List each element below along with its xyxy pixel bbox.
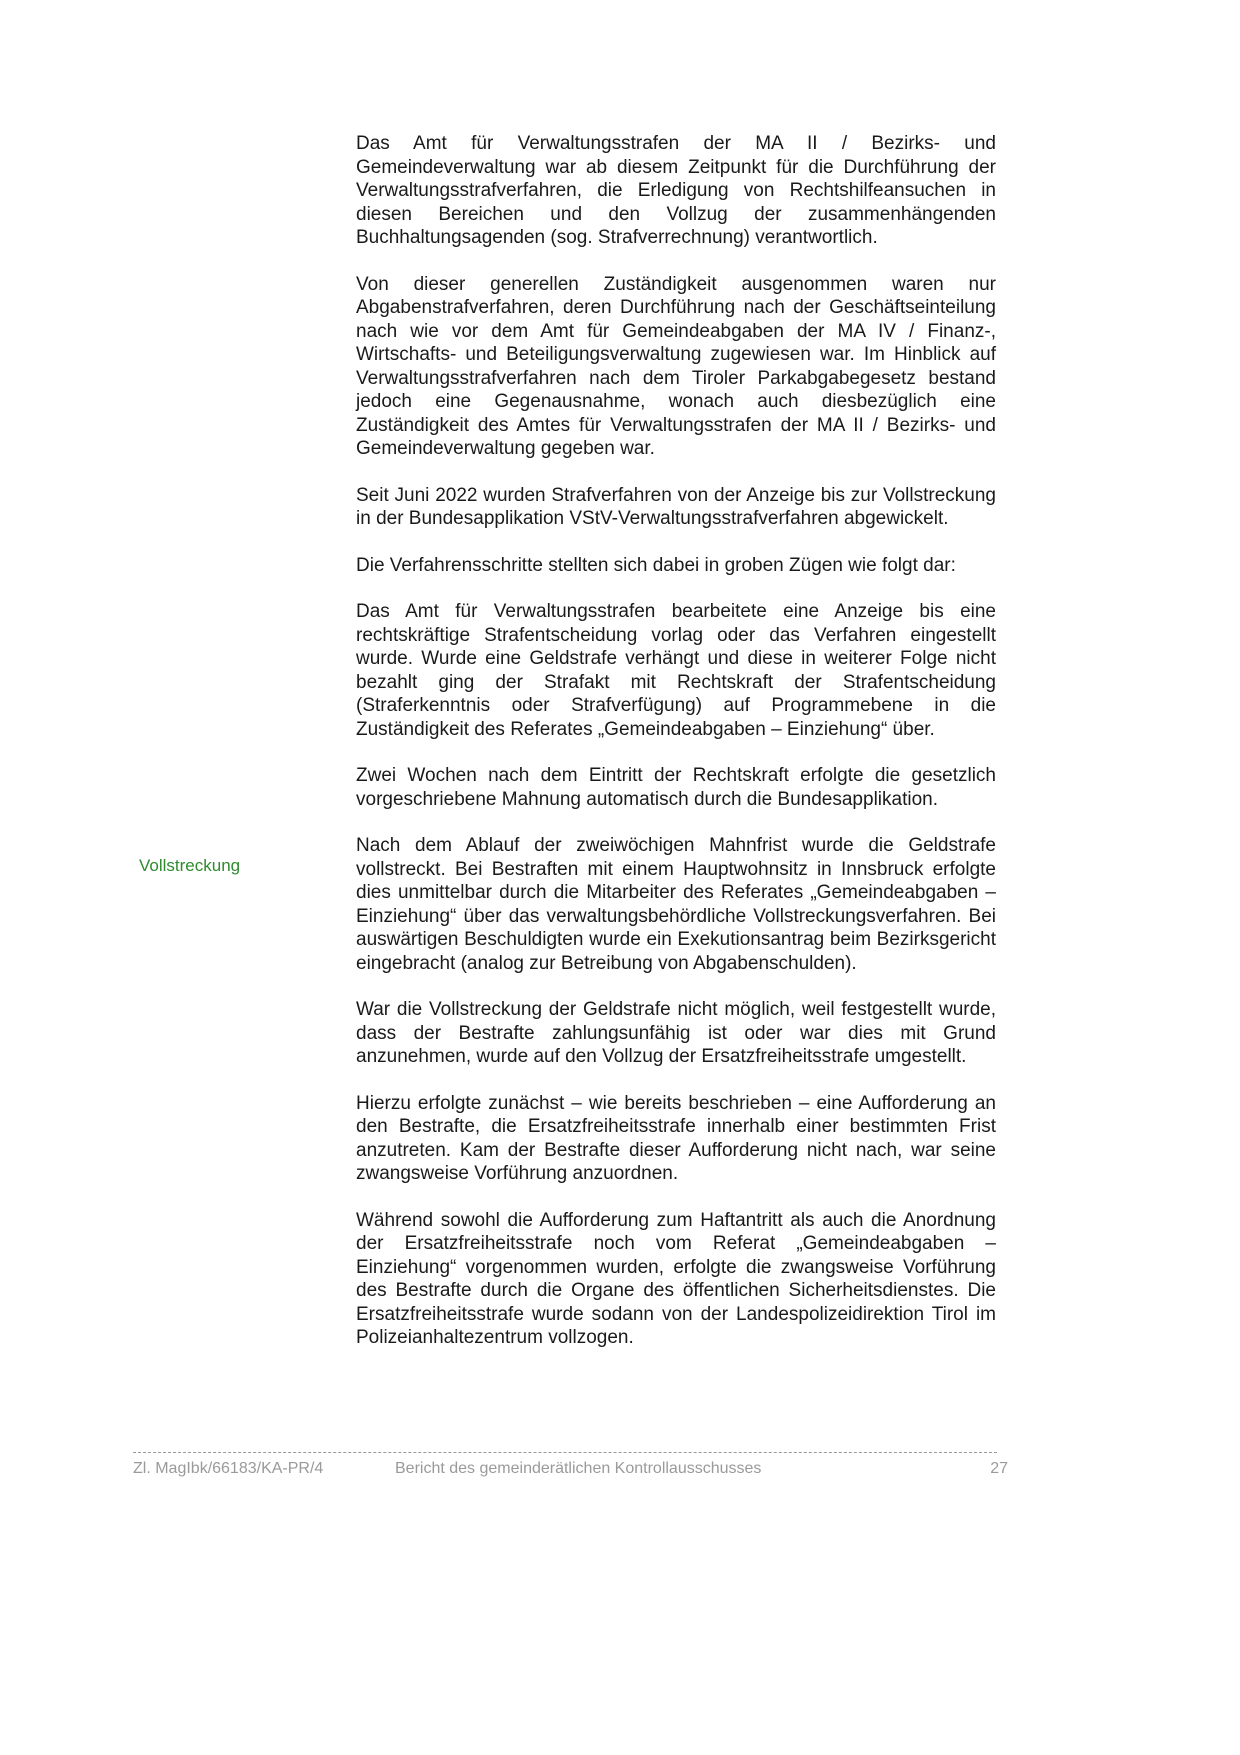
footer-reference: Zl. MagIbk/66183/KA-PR/4 <box>133 1460 324 1477</box>
paragraph-7: Nach dem Ablauf der zweiwöchigen Mahnfrist wurde die Geldstrafe vollstreckt. Bei Bestraften mit einem Hauptwohnsitz in Innsbruck erfolgte dies unmittelbar durch die Mitarbeiter des Referates „Gemeindeabgaben – Einziehung“ über das verwaltungsbehördliche Vollstreckungsverfahren. Bei auswärtigen Beschuldigten wurde ein Exekutionsantrag beim Bezirksgericht eingebracht (analog zur Betreibung von Abgabenschulden). <box>356 835 996 974</box>
body-text <box>356 132 996 1373</box>
footer-report-title: Bericht des gemeinderätlichen Kontrollausschusses <box>395 1460 762 1477</box>
paragraph-8: War die Vollstreckung der Geldstrafe nicht möglich, weil festgestellt wurde, dass der Bestrafte zahlungsunfähig ist oder war dies mit Grund anzunehmen, wurde auf den Vollzug der Ersatzfreiheitsstrafe umgestellt. <box>356 999 996 1067</box>
paragraph-5: Das Amt für Verwaltungsstrafen bearbeitete eine Anzeige bis eine rechtskräftige Strafentscheidung vorlag oder das Verfahren eingestellt wurde. Wurde eine Geldstrafe verhängt und diese in weiterer Folge nicht bezahlt ging der Strafakt mit Rechtskraft der Strafentscheidung (Straferkenntnis oder Strafverfügung) auf Programmebene in die Zuständigkeit des Referates „Gemeindeabgaben – Einziehung“ über. <box>356 601 996 740</box>
footer-divider <box>133 1452 997 1453</box>
paragraph-3: Seit Juni 2022 wurden Strafverfahren von der Anzeige bis zur Vollstreckung in der Bundesapplikation VStV-Verwaltungsstrafverfahren abgewickelt. <box>356 484 996 529</box>
paragraph-9: Hierzu erfolgte zunächst – wie bereits beschrieben – eine Aufforderung an den Bestrafte, die Ersatzfreiheitsstrafe innerhalb einer bestimmten Frist anzutreten. Kam der Bestrafte dieser Aufforderung nicht nach, war seine zwangsweise Vorführung anzuordnen. <box>356 1092 996 1184</box>
page-number: 27 <box>990 1460 1008 1477</box>
paragraph-4: Die Verfahrensschritte stellten sich dabei in groben Zügen wie folgt dar: <box>356 554 956 576</box>
margin-note: Vollstreckung <box>139 856 241 875</box>
paragraph-10: Während sowohl die Aufforderung zum Haftantritt als auch die Anordnung der Ersatzfreiheitsstrafe noch vom Referat „Gemeindeabgaben – Einziehung“ vorgenommen wurden, erfolgte die zwangsweise Vorführung des Bestrafte durch die Organe des öffentlichen Sicherheitsdienstes. Die Ersatzfreiheitsstrafe wurde sodann von der Landespolizeidirektion Tirol im Polizeianhaltezentrum vollzogen. <box>356 1209 996 1348</box>
paragraph-6: Zwei Wochen nach dem Eintritt der Rechtskraft erfolgte die gesetzlich vorgeschriebene Mahnung automatisch durch die Bundesapplikation. <box>356 765 996 810</box>
paragraph-1: Das Amt für Verwaltungsstrafen der MA II / Bezirks- und Gemeindeverwaltung war ab diesem Zeitpunkt für die Durchführung der Verwaltungsstrafverfahren, die Erledigung von Rechtshilfeansuchen in diesen Bereichen und den Vollzug der zusammenhängenden Buchhaltungsagenden (sog. Strafverrechnung) verantwortlich. <box>356 133 996 248</box>
paragraph-2: Von dieser generellen Zuständigkeit ausgenommen waren nur Abgabenstrafverfahren, deren Durchführung nach der Geschäftseinteilung nach wie vor dem Amt für Gemeindeabgaben der MA IV / Finanz-, Wirtschafts- und Beteiligungsverwaltung zugewiesen war. Im Hinblick auf Verwaltungsstrafverfahren nach dem Tiroler Parkabgabegesetz bestand jedoch eine Gegenausnahme, wonach auch diesbezüglich eine Zuständigkeit des Amtes für Verwaltungsstrafen der MA II / Bezirks- und Gemeindeverwaltung gegeben war. <box>356 273 996 459</box>
